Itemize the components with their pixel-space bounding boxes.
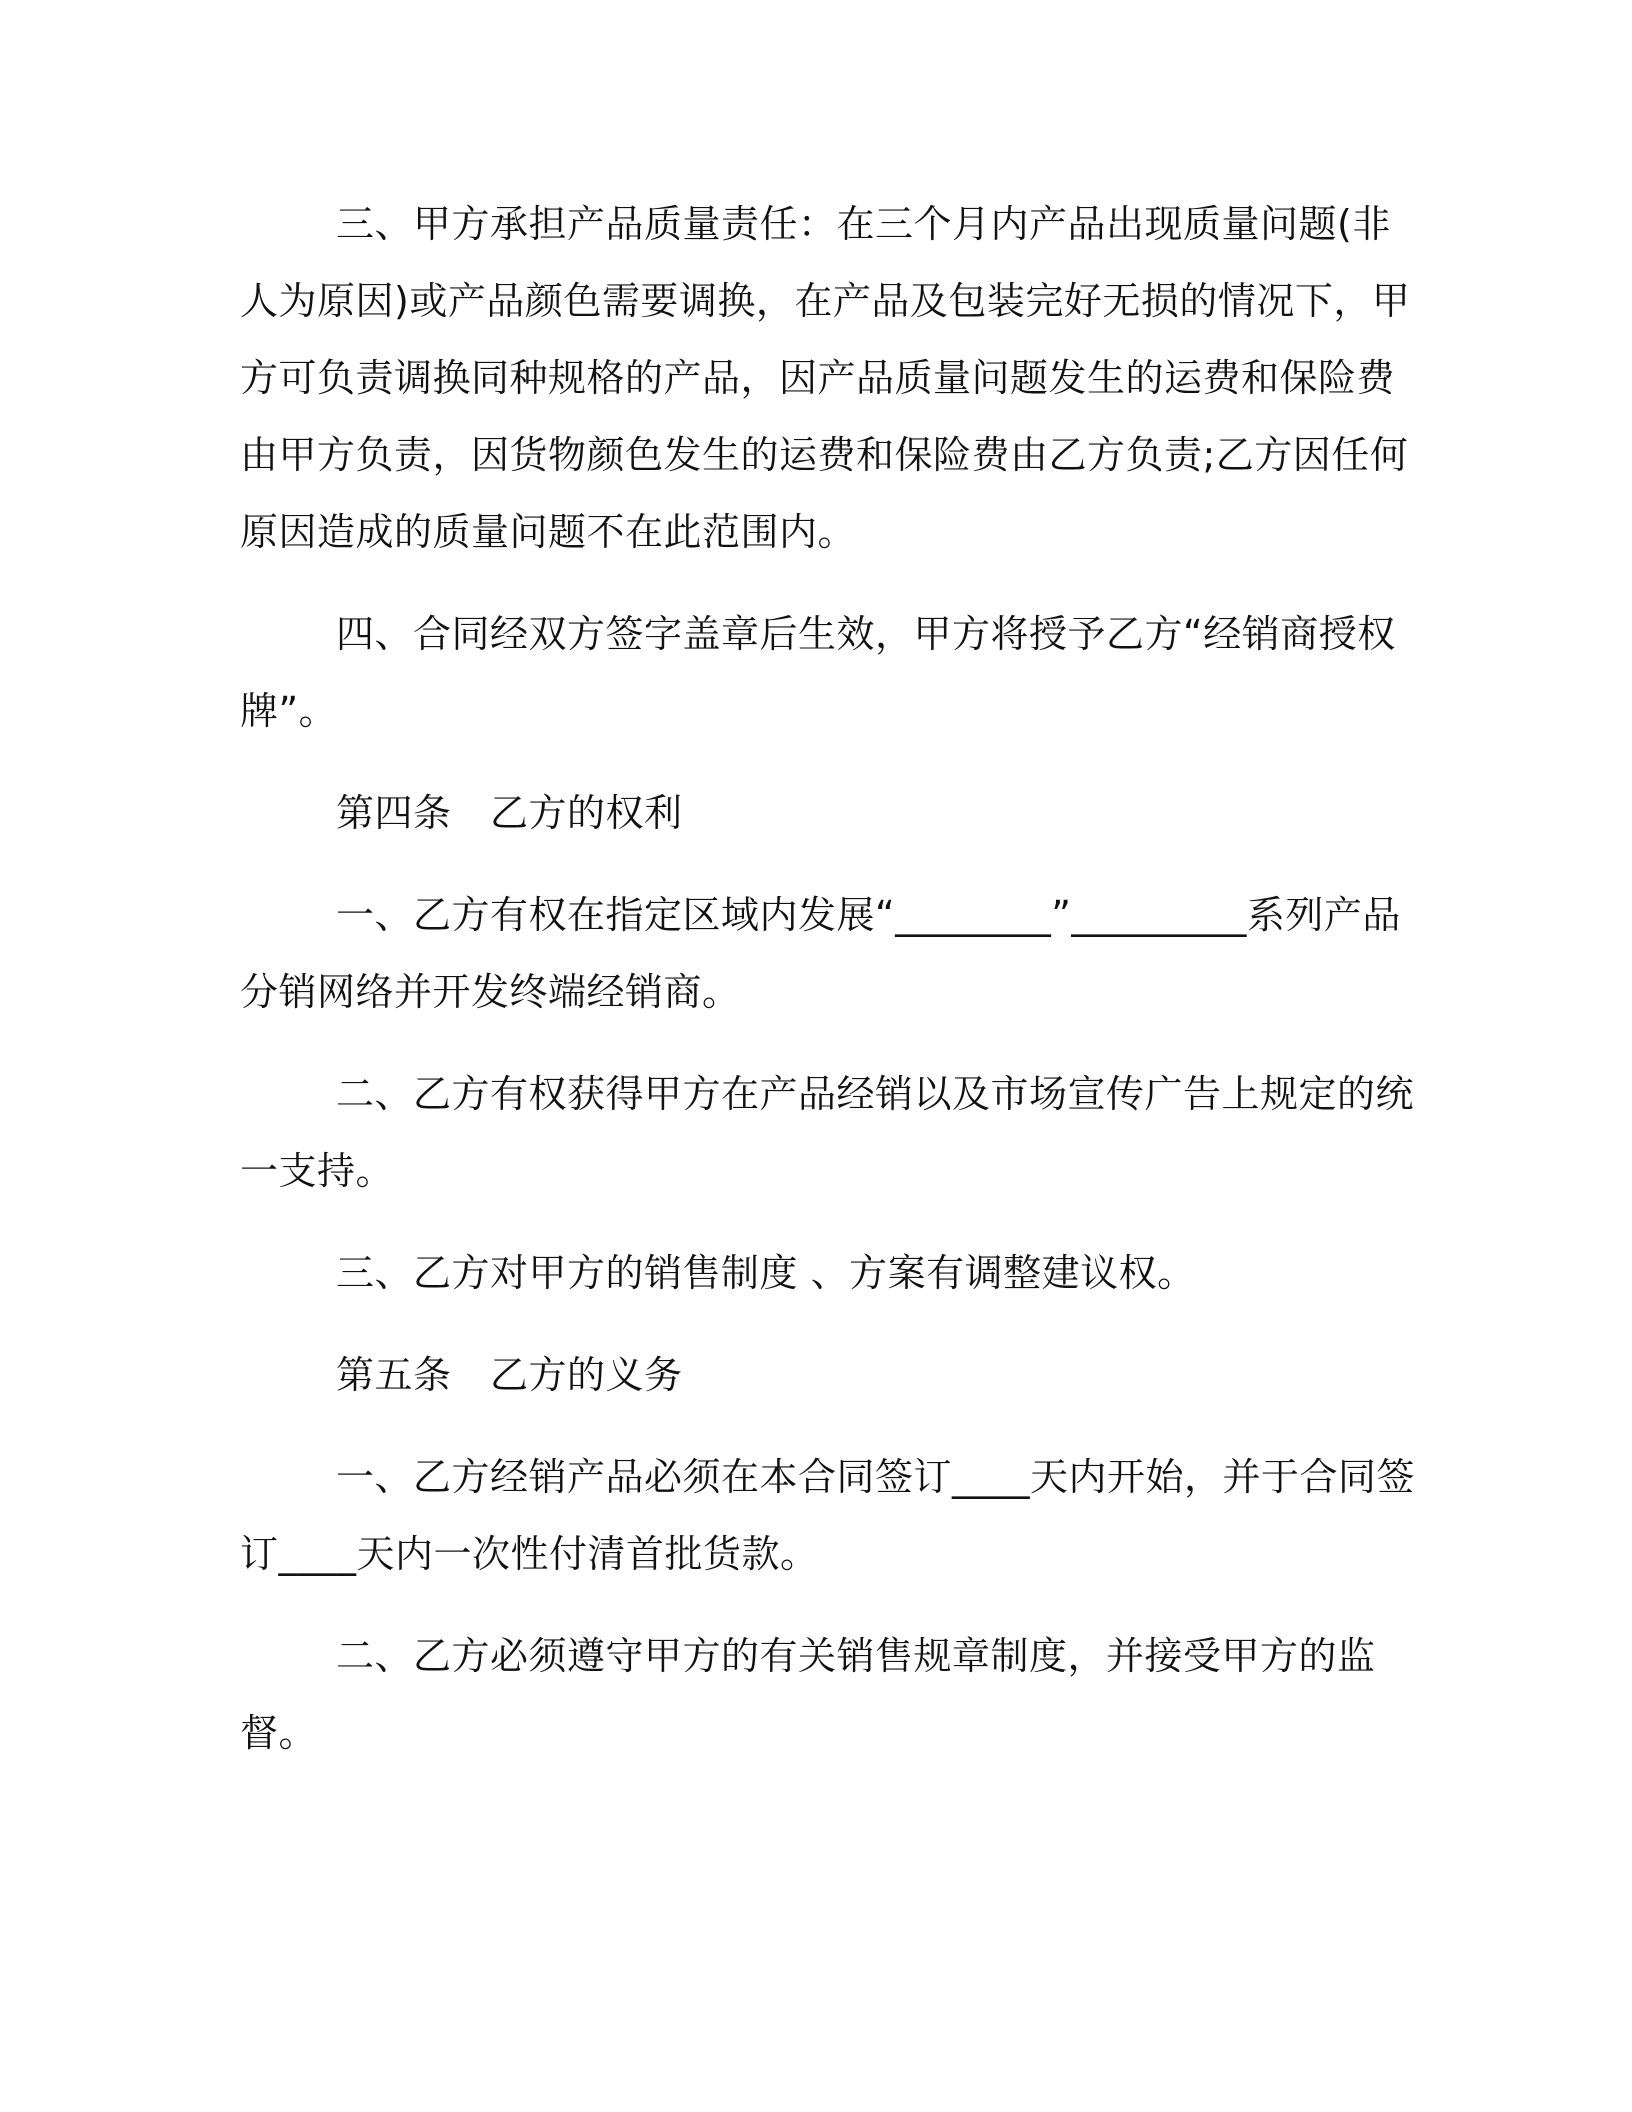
paragraph-obligation-comply-rules: 二、乙方必须遵守甲方的有关销售规章制度，并接受甲方的监督。 (240, 1634, 1376, 1755)
paragraph-right-suggestion: 三、乙方对甲方的销售制度 、方案有调整建议权。 (336, 1251, 1196, 1295)
paragraph-right-distribution-network: 一、乙方有权在指定区域内发展“________”_________系列产品分销网络并开发终端经销商。 (240, 893, 1401, 1014)
section-heading-article-4: 第四条 乙方的权利 (336, 791, 683, 835)
section-heading-article-5: 第五条 乙方的义务 (336, 1353, 683, 1397)
paragraph-obligation-payment: 一、乙方经销产品必须在本合同签订____天内开始，并于合同签订____天内一次性付清首批货款。 (240, 1455, 1416, 1576)
paragraph-contract-effective: 四、合同经双方签字盖章后生效，甲方将授予乙方“经销商授权牌”。 (240, 612, 1396, 733)
document-body (240, 186, 1420, 1797)
paragraph-party-a-quality-responsibility: 三、甲方承担产品质量责任：在三个月内产品出现质量问题(非人为原因)或产品颜色需要调换，在产品及包装完好无损的情况下，甲方可负责调换同种规格的产品，因产品质量问题发生的运费和保险费由甲方负责，因货物颜色发生的运费和保险费由乙方负责;乙方因任何原因造成的质量问题不在此范围内。 (240, 202, 1411, 554)
paragraph-right-unified-support: 二、乙方有权获得甲方在产品经销以及市场宣传广告上规定的统一支持。 (240, 1072, 1415, 1193)
